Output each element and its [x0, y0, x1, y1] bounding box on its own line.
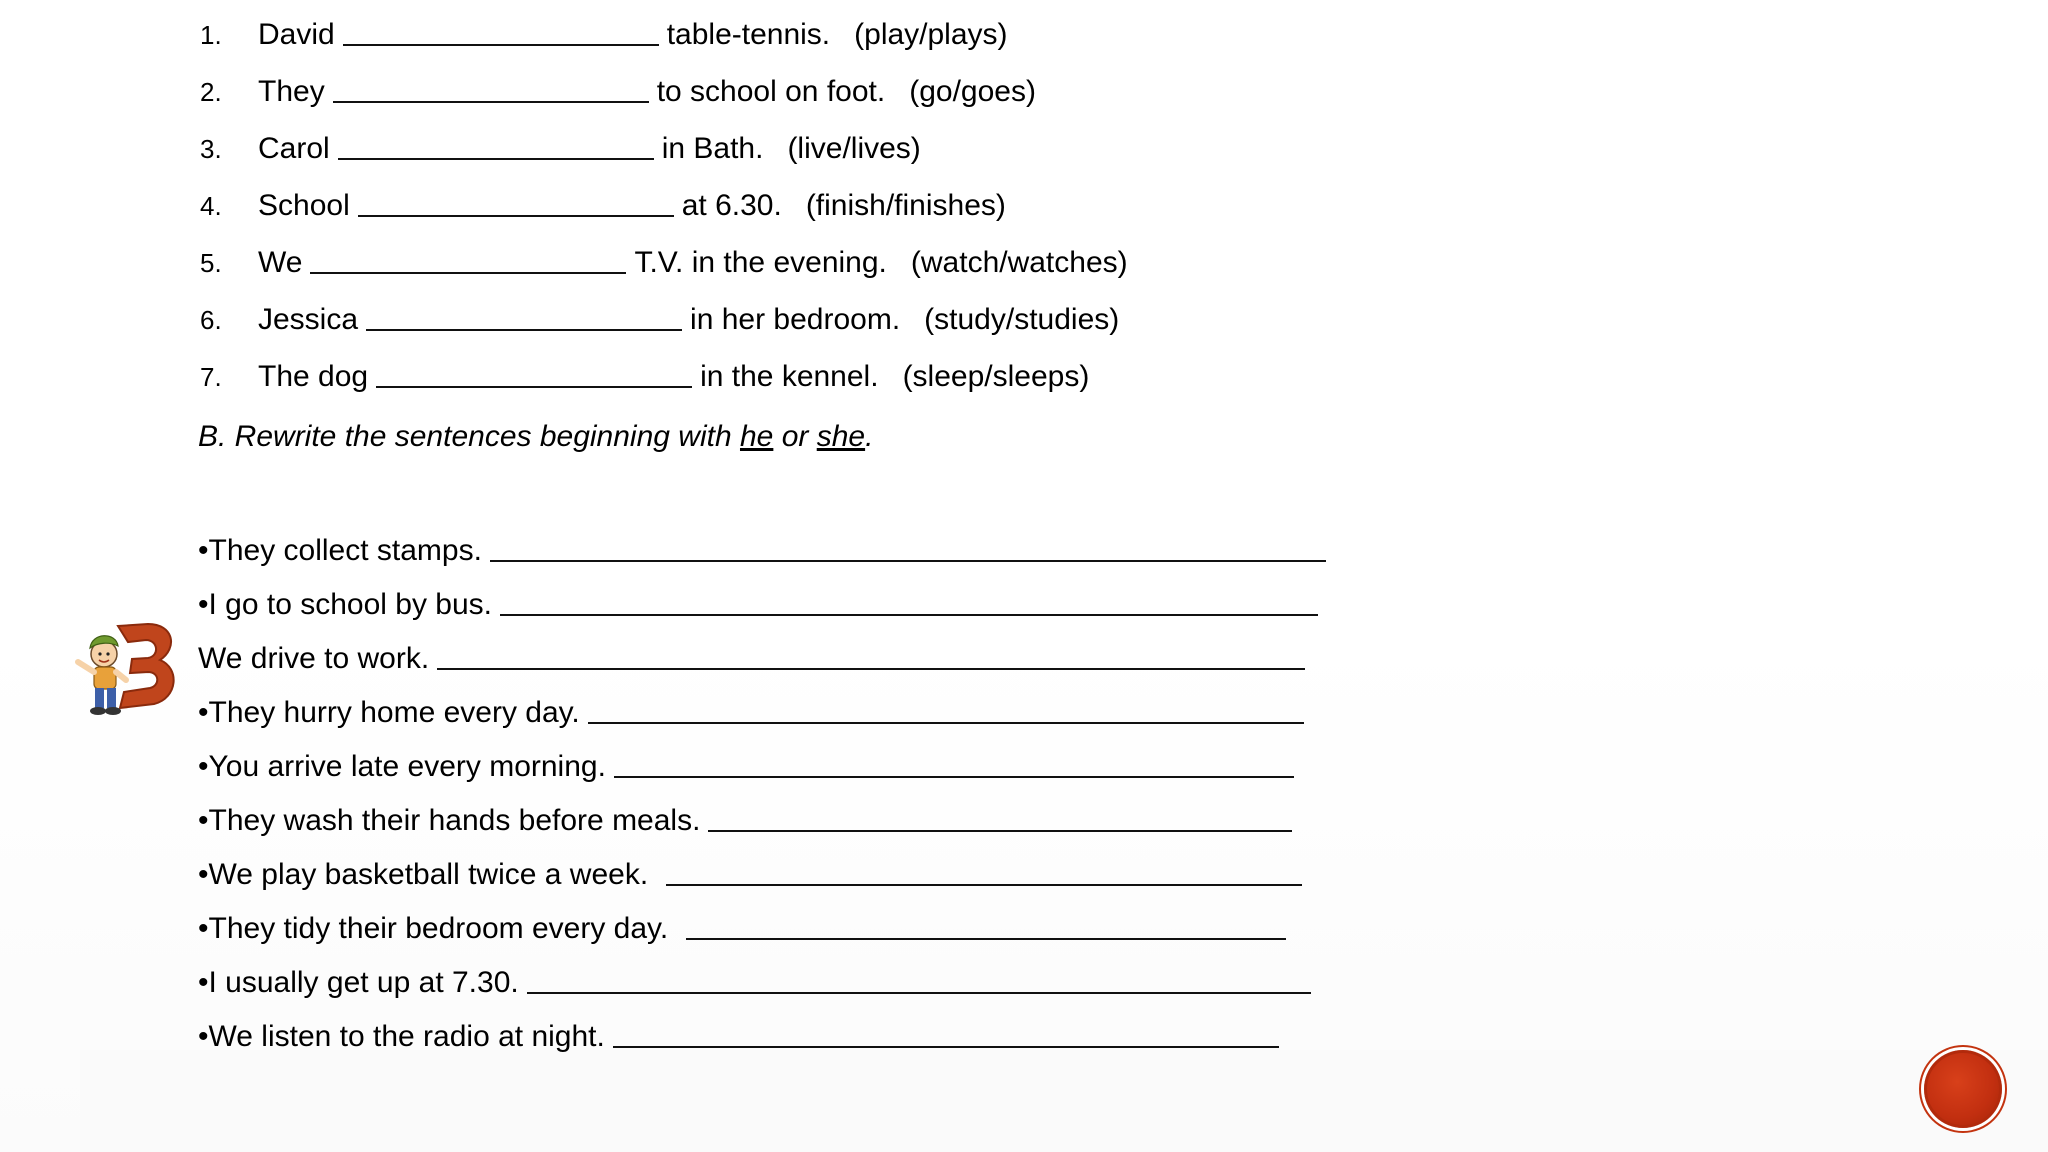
sentence-text: •We listen to the radio at night.	[198, 1020, 605, 1053]
sentence-text: We drive to work.	[198, 642, 430, 675]
answer-blank	[358, 215, 674, 217]
item-rest: in Bath.	[661, 132, 764, 165]
exercise-a-item-6	[200, 297, 1119, 337]
item-number: 7.	[200, 362, 222, 392]
item-subject: School	[258, 189, 350, 222]
verb-hint: (sleep/sleeps)	[902, 360, 1090, 393]
answer-line	[613, 1046, 1279, 1048]
answer-blank	[338, 158, 654, 160]
item-number: 3.	[200, 134, 222, 164]
item-subject: Carol	[258, 132, 330, 165]
item-rest: in her bedroom.	[690, 303, 901, 336]
exercise-a-item-2	[200, 69, 1036, 109]
sentence-text: •We play basketball twice a week.	[198, 858, 649, 891]
exercise-b-item-3	[198, 636, 1305, 676]
exercise-b-item-9	[198, 960, 1311, 1000]
answer-line	[666, 884, 1302, 886]
bottom-shade	[80, 1050, 2048, 1152]
sentence-text: •They collect stamps.	[198, 534, 482, 567]
exercise-b-item-7	[198, 852, 1302, 892]
answer-line	[708, 830, 1292, 832]
answer-line	[500, 614, 1318, 616]
answer-line	[686, 938, 1286, 940]
item-subject: We	[258, 246, 303, 279]
exercise-b-item-5	[198, 744, 1294, 784]
item-number: 4.	[200, 191, 222, 221]
answer-line	[614, 776, 1294, 778]
exercise-a-item-7	[200, 354, 1089, 394]
item-subject: They	[258, 75, 325, 108]
verb-hint: (live/lives)	[787, 132, 921, 165]
answer-blank	[333, 101, 649, 103]
sentence-text: •They hurry home every day.	[198, 696, 580, 729]
answer-line	[490, 560, 1326, 562]
answer-blank	[310, 272, 626, 274]
answer-line	[588, 722, 1304, 724]
item-rest: table-tennis.	[666, 18, 831, 51]
exercise-a-item-3	[200, 126, 921, 166]
instruction-word-or: or	[773, 420, 817, 453]
exercise-b-item-6	[198, 798, 1292, 838]
instruction-suffix: .	[865, 420, 874, 453]
item-rest: at 6.30.	[681, 189, 782, 222]
exercise-b-instruction	[198, 420, 873, 454]
verb-hint: (go/goes)	[909, 75, 1036, 108]
item-number: 2.	[200, 77, 222, 107]
item-rest: in the kennel.	[700, 360, 879, 393]
verb-hint: (study/studies)	[924, 303, 1120, 336]
answer-line	[437, 668, 1305, 670]
verb-hint: (watch/watches)	[910, 246, 1128, 279]
item-subject: Jessica	[258, 303, 359, 336]
instruction-prefix: B. Rewrite the sentences beginning with	[198, 420, 740, 453]
sentence-text: •You arrive late every morning.	[198, 750, 606, 783]
exercise-a-item-1	[200, 12, 1008, 52]
instruction-word-she: she	[816, 420, 866, 453]
instruction-word-he: he	[739, 420, 774, 453]
item-rest: T.V. in the evening.	[634, 246, 887, 279]
item-number: 1.	[200, 20, 222, 50]
item-subject: The dog	[258, 360, 369, 393]
exercise-a-item-4	[200, 183, 1006, 223]
item-number: 6.	[200, 305, 222, 335]
exercise-b-item-4	[198, 690, 1304, 730]
sentence-text: •I go to school by bus.	[198, 588, 493, 621]
exercise-a-item-5	[200, 240, 1128, 280]
answer-line	[527, 992, 1311, 994]
answer-blank	[343, 44, 659, 46]
exercise-b-item-2	[198, 582, 1318, 622]
exercise-b-item-1	[198, 528, 1326, 568]
answer-blank	[376, 386, 692, 388]
verb-hint: (play/plays)	[854, 18, 1008, 51]
letter-b-mascot-icon	[70, 618, 182, 726]
item-rest: to school on foot.	[656, 75, 886, 108]
verb-hint: (finish/finishes)	[805, 189, 1006, 222]
item-number: 5.	[200, 248, 222, 278]
item-subject: David	[258, 18, 335, 51]
sentence-text: •They tidy their bedroom every day.	[198, 912, 669, 945]
answer-blank	[366, 329, 682, 331]
exercise-b-item-8	[198, 906, 1286, 946]
sentence-text: •They wash their hands before meals.	[198, 804, 701, 837]
exercise-b-item-10	[198, 1014, 1279, 1054]
sentence-text: •I usually get up at 7.30.	[198, 966, 519, 999]
round-action-button[interactable]	[1924, 1050, 2002, 1128]
